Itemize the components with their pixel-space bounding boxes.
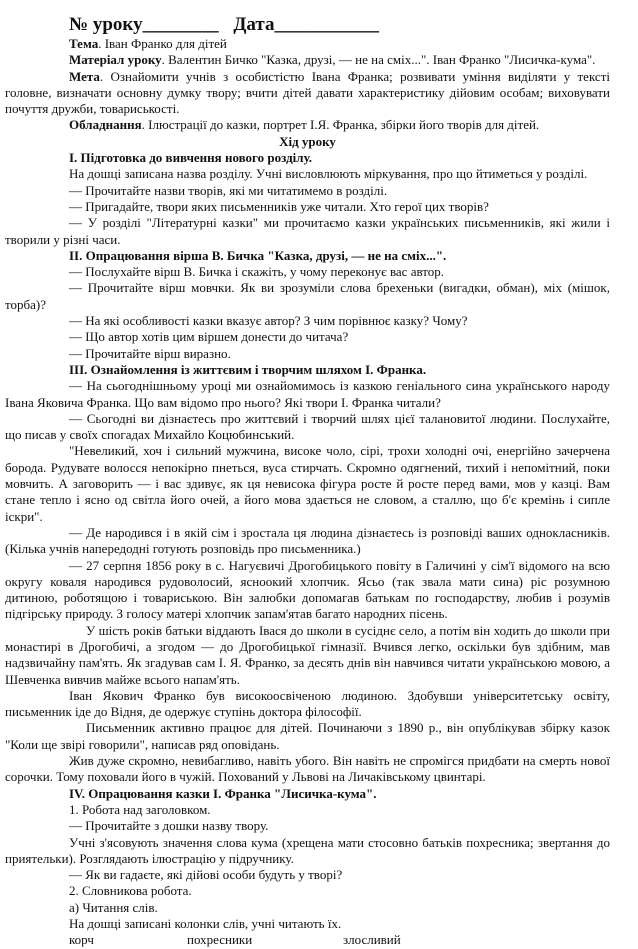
paragraph: — Прочитайте вірш виразно. <box>69 345 231 361</box>
paragraph: — Прочитайте назви творів, які ми читатимемо в розділі. <box>69 182 388 198</box>
course-title: Хід уроку <box>279 133 336 149</box>
paragraph: 2. Словникова робота. <box>69 883 192 899</box>
paragraph: Іван Якович Франко був високоосвіченою людиною. Здобувши університетську освіту, письменник іде до Відня, де одержує ступінь доктора філософії. <box>5 687 610 720</box>
paragraph: — Сьогодні ви дізнаєтесь про життєвий і творчий шлях цієї талановитої людини. Послухайте, що писав у своїх спогадах Михайло Коцюбинський. <box>5 410 610 443</box>
word-item: похресники <box>187 932 253 948</box>
paragraph: — Що автор хотів цим віршем донести до читача? <box>69 329 349 345</box>
equipment-line <box>5 117 610 133</box>
equipment-text: . Ілюстрації до казки, портрет І.Я. Франка, збірки його творів для дітей. <box>141 117 540 133</box>
equipment-label: Обладнання <box>69 117 142 133</box>
paragraph: — У розділі "Літературні казки" ми прочитаємо казки українських письменників, які жили і творили у різні часи. <box>5 215 610 247</box>
paragraph: У шість років батьки віддають Івася до школи в сусіднє село, а потім він ходить до школи при монастирі в Дрогобичі, а згодом — до Дрогобицької гімназії. Вчився легко, оскільки був здібним, мав надзвичайну пам'ять. Як згадував сам І. Я. Франко, за десять днів він навчився читати українською мовою, а Шевченка вивчив майже всього напам'ять. <box>5 622 610 687</box>
paragraph: На дошці записана назва розділу. Учні висловлюють міркування, про що йтиметься у розділі. <box>69 166 588 182</box>
goal-text: . Ознайомити учнів з особистістю Івана Франка; розвивати уміння виділяти у тексті головне, визначати основну думку твору; вчити дітей давати характеристику дійовим особам; виховувати почуття дружби, товариськості. <box>5 68 610 117</box>
material-text: . Валентин Бичко "Казка, друзі, — не на сміх...". Іван Франко "Лисичка-кума". <box>161 52 596 68</box>
topic-line <box>5 36 610 52</box>
section-2-title: II. Опрацювання вірша В. Бичка "Казка, друзі, — не на сміх...". <box>69 247 447 263</box>
date-field: Дата___________ <box>233 14 379 35</box>
paragraph: — Як ви гадаєте, які дійові особи будуть у творі? <box>69 867 343 883</box>
paragraph: Письменник активно працює для дітей. Починаючи з 1890 р., він опублікував збірку казок "Коли ще звірі говорили", написав ряд оповідань. <box>5 720 610 752</box>
section-1-title: І. Підготовка до вивчення нового розділу. <box>69 150 313 166</box>
topic-label: Тема <box>69 36 99 51</box>
goal-line <box>5 69 610 118</box>
paragraph: — Пригадайте, твори яких письменників уже читали. Хто герої цих творів? <box>69 198 489 214</box>
paragraph: — Де народився і в якій сім і зростала ця людина дізнаєтесь із розповіді ваших однокласників. (Кілька учнів напередодні готують розповідь про письменника.) <box>5 524 610 557</box>
section-4-title: IV. Опрацювання казки І. Франка "Лисичка-кума". <box>69 785 377 801</box>
lesson-header <box>69 14 379 36</box>
material-line <box>5 52 610 68</box>
material-label: Матеріал уроку <box>69 52 162 68</box>
paragraph: а) Читання слів. <box>69 899 158 915</box>
word-item: корч <box>69 932 94 948</box>
section-3-title: III. Ознайомлення із життєвим і творчим шляхом І. Франка. <box>69 361 427 377</box>
paragraph: — Прочитайте з дошки назву твору. <box>69 818 269 834</box>
paragraph: 1. Робота над заголовком. <box>69 801 211 817</box>
goal-label: Мета <box>69 68 100 84</box>
paragraph: Учні з'ясовують значення слова кума (хрещена мати стосовно батьків похресника; звертання до приятельки). Розглядають ілюстрацію у підручнику. <box>5 834 610 866</box>
quote-paragraph: "Невеликий, хоч і сильний мужчина, високе чоло, сірі, трохи холодні очі, енергійно зачерчена борода. Рудувате волосся непокірно пнеться, вуса стирчать. Скромно одягнений, тихий і непомітний, поки мовчить. А заговорить — і вас здивує, як ця невисока фігура росте й росте перед вами, мов у казці. Вам стане тепло і ясно од світла його очей, а його мова здається не словом, а сталлю, що б'є кремінь і сипле іскри". <box>5 443 610 524</box>
paragraph: — Прочитайте вірш мовчки. Як ви зрозуміли слова брехеньки (вигадки, обман), міх (мішок, торба)? <box>5 280 610 312</box>
paragraph: — На які особливості казки вказує автор? З чим порівнює казку? Чому? <box>69 313 468 329</box>
paragraph: — Послухайте вірш В. Бичка і скажіть, у чому переконує вас автор. <box>69 264 445 280</box>
paragraph: На дошці записані колонки слів, учні читають їх. <box>69 916 342 932</box>
paragraph: — 27 серпня 1856 року в с. Нагуєвичі Дрогобицького повіту в Галичині у сім'ї відомого на всю округу коваля народився рудоволосий, ясноокий хлопчик. Ясьо (так звала мати сина) ріс розумною дитиною, роботящою і товариською. Він залюбки допомагав батькам по господарству, любив і розумів підгірську природу. З голосу матері хлопчик запам'ятав багато народних пісень. <box>5 557 610 622</box>
topic-text: . Іван Франко для дітей <box>98 36 227 51</box>
paragraph: Жив дуже скромно, невибагливо, навіть убого. Він навіть не спромігся придбати на смерть нової сорочки. Тому поховали його в чужій. Похований у Львові на Личаківському цвинтарі. <box>5 753 610 785</box>
document-body <box>5 36 610 949</box>
paragraph: — На сьогоднішньому уроці ми ознайомимось із казкою геніального сина українського народу Івана Яковича Франка. Що вам відомо про нього? Які твори І. Франка читали? <box>5 378 610 410</box>
word-columns <box>5 932 610 948</box>
word-item: злосливий <box>343 932 401 948</box>
lesson-number-field: № уроку________ <box>69 14 219 35</box>
